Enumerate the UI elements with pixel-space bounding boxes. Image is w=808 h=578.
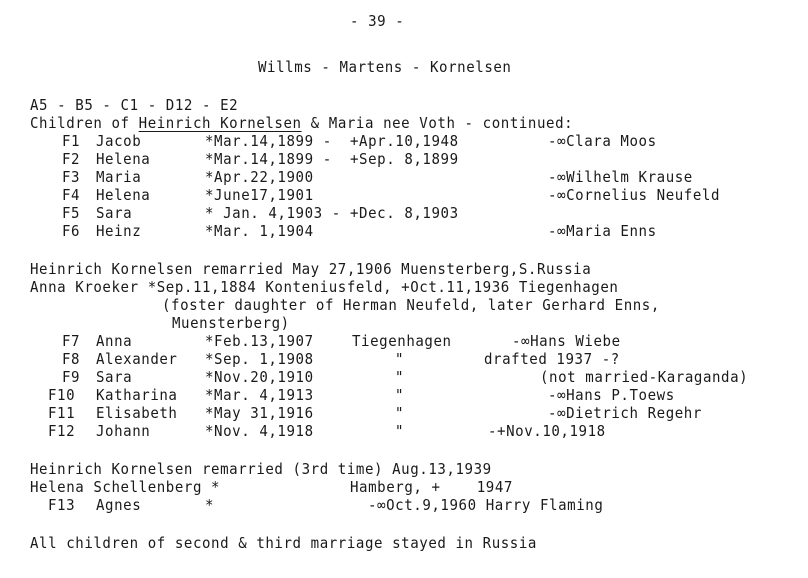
child-id: F10 [48,386,76,404]
child-born: *Sep. 1,1908 [205,350,314,368]
intro-prefix: Children of [30,114,139,132]
child-marriage: -∞Oct.9,1960 Harry Flaming [368,496,604,514]
child-born: *Feb.13,1907 [205,332,314,350]
child-name: Sara [96,368,133,386]
child-born: * [205,496,215,514]
child-note: drafted 1937 -? [484,350,620,368]
child-spouse: -∞Clara Moos [548,132,657,150]
child-id: F7 [62,332,81,350]
child-id: F4 [62,186,81,204]
child-place: " [395,350,405,368]
child-born: *May 31,1916 [205,404,314,422]
foster-place-line: Muensterberg) [172,314,290,332]
child-id: F11 [48,404,76,422]
child-note: (not married-Karaganda) [540,368,749,386]
child-id: F8 [62,350,81,368]
child-born: *Mar. 4,1913 [205,386,314,404]
child-place: " [395,368,405,386]
child-id: F3 [62,168,81,186]
child-died: +Sep. 8,1899 [350,150,459,168]
child-id: F13 [48,496,76,514]
child-name: Helena [96,150,151,168]
child-name: Katharina [96,386,178,404]
child-note: -∞Dietrich Regehr [548,404,702,422]
lineage-code: A5 - B5 - C1 - D12 - E2 [30,96,239,114]
child-born: *Mar.14,1899 - [205,150,332,168]
child-name: Elisabeth [96,404,178,422]
third-marriage-line: Heinrich Kornelsen remarried (3rd time) Aug.13,1939 [30,460,492,478]
child-spouse: -∞Cornelius Neufeld [548,186,721,204]
child-note: -∞Hans Wiebe [512,332,621,350]
foster-note-line: (foster daughter of Herman Neufeld, later Gerhard Enns, [162,296,660,314]
child-place: Tiegenhagen [352,332,452,350]
child-place: " [395,386,405,404]
third-wife-name: Helena Schellenberg * [30,478,221,496]
child-born: *Nov. 4,1918 [205,422,314,440]
second-marriage-line: Heinrich Kornelsen remarried May 27,1906 Muensterberg,S.Russia [30,260,592,278]
second-wife-line: Anna Kroeker *Sep.11,1884 Konteniusfeld, +Oct.11,1936 Tiegenhagen [30,278,619,296]
intro-suffix: & Maria nee Voth - continued: [301,114,574,132]
child-born: *June17,1901 [205,186,314,204]
child-spouse: -∞Wilhelm Krause [548,168,693,186]
child-name: Jacob [96,132,142,150]
child-id: F1 [62,132,81,150]
child-born: *Mar. 1,1904 [205,222,314,240]
child-born: *Nov.20,1910 [205,368,314,386]
child-name: Heinz [96,222,142,240]
child-spouse: -∞Maria Enns [548,222,657,240]
child-id: F9 [62,368,81,386]
third-wife-detail: Hamberg, + 1947 [350,478,513,496]
child-note: -∞Hans P.Toews [548,386,675,404]
intro-line [30,114,573,132]
child-place: " [395,404,405,422]
page-number: - 39 - [350,12,405,30]
child-name: Maria [96,168,142,186]
child-died: +Dec. 8,1903 [350,204,459,222]
child-id: F6 [62,222,81,240]
child-note: -+Nov.10,1918 [488,422,606,440]
child-name: Sara [96,204,133,222]
closing-note: All children of second & third marriage stayed in Russia [30,534,537,552]
child-born: *Mar.14,1899 - [205,132,332,150]
child-id: F12 [48,422,76,440]
child-died: +Apr.10,1948 [350,132,459,150]
father-name: Heinrich Kornelsen [138,114,302,132]
child-name: Helena [96,186,151,204]
child-name: Johann [96,422,151,440]
child-name: Anna [96,332,133,350]
child-born: * Jan. 4,1903 - [205,204,341,222]
child-name: Alexander [96,350,178,368]
child-id: F2 [62,150,81,168]
page-heading: Willms - Martens - Kornelsen [258,58,512,76]
child-name: Agnes [96,496,142,514]
child-place: " [395,422,405,440]
child-born: *Apr.22,1900 [205,168,314,186]
child-id: F5 [62,204,81,222]
